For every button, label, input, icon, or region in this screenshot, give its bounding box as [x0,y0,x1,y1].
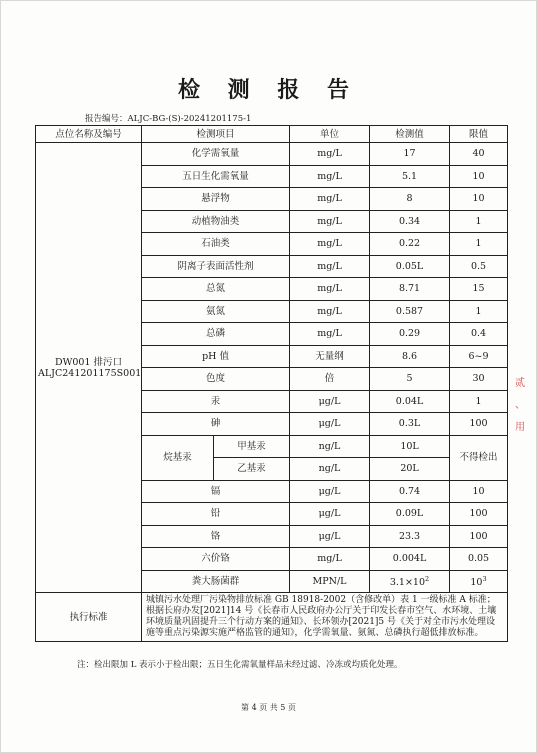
unit-cell: ng/L [290,458,370,481]
unit-cell: μg/L [290,503,370,526]
item-name: 镉 [142,480,290,503]
point-name: DW001 排污口 [54,356,123,368]
seal-char: 贰 [515,378,525,389]
limit-cell: 10 [450,188,508,211]
value-cell: 8.71 [370,278,450,301]
unit-cell: mg/L [290,165,370,188]
unit-cell: mg/L [290,233,370,256]
standard-label: 执行标准 [36,593,142,642]
item-name: pH 值 [142,345,290,368]
unit-cell: 无量纲 [290,345,370,368]
unit-cell: μg/L [290,480,370,503]
limit-cell: 1 [450,210,508,233]
value-cell [370,570,450,593]
header-value: 检测值 [370,126,450,143]
value-cell: 0.05L [370,255,450,278]
item-name: 动植物油类 [142,210,290,233]
limit-cell: 不得检出 [450,435,508,480]
unit-cell: ng/L [290,435,370,458]
limit-exponent: 3 [482,575,487,584]
unit-cell: 倍 [290,368,370,391]
alkyl-group-name: 烷基汞 [142,435,214,480]
limit-cell: 10 [450,165,508,188]
limit-cell: 15 [450,278,508,301]
item-name: 粪大肠菌群 [142,570,290,593]
item-name: 砷 [142,413,290,436]
item-name: 石油类 [142,233,290,256]
seal-char: 用 [515,422,525,433]
item-name: 六价铬 [142,548,290,571]
value-cell: 23.3 [370,525,450,548]
unit-cell: μg/L [290,413,370,436]
limit-base: 10 [470,577,483,589]
unit-cell: mg/L [290,300,370,323]
limit-cell: 0.4 [450,323,508,346]
limit-cell: 0.05 [450,548,508,571]
value-cell: 0.29 [370,323,450,346]
unit-cell: MPN/L [290,570,370,593]
value-cell: 0.587 [370,300,450,323]
value-cell: 0.3L [370,413,450,436]
value-cell: 10L [370,435,450,458]
value-cell: 0.004L [370,548,450,571]
value-cell: 0.74 [370,480,450,503]
unit-cell: mg/L [290,323,370,346]
value-cell: 0.22 [370,233,450,256]
value-base: 3.1×10 [389,577,426,589]
value-cell: 5.1 [370,165,450,188]
unit-cell: μg/L [290,390,370,413]
value-cell: 8 [370,188,450,211]
seal-edge-fragment [507,373,533,473]
unit-cell: mg/L [290,188,370,211]
value-cell: 0.04L [370,390,450,413]
limit-cell: 1 [450,300,508,323]
value-cell: 20L [370,458,450,481]
unit-cell: mg/L [290,143,370,166]
footnote: 注：检出限加 L 表示小于检出限；五日生化需氧量样品未经过滤、冷冻或均质化处理。 [77,660,403,670]
item-name: 色度 [142,368,290,391]
limit-cell: 30 [450,368,508,391]
table-header-row [36,126,508,143]
item-name: 乙基汞 [214,458,290,481]
unit-cell: mg/L [290,278,370,301]
value-cell: 5 [370,368,450,391]
header-unit: 单位 [290,126,370,143]
item-name: 五日生化需氧量 [142,165,290,188]
item-name: 甲基汞 [214,435,290,458]
point-cell [36,143,142,593]
item-name: 总氮 [142,278,290,301]
unit-cell: μg/L [290,525,370,548]
limit-cell: 1 [450,390,508,413]
table-row [36,143,508,166]
point-code: ALJC241201175S001 [38,367,142,379]
item-name: 化学需氧量 [142,143,290,166]
value-exponent: 2 [425,575,430,584]
limit-cell: 0.5 [450,255,508,278]
seal-char: 、 [515,400,525,411]
limit-cell: 100 [450,525,508,548]
report-number: 报告编号：ALJC-BG-(S)-20241201175-1 [85,114,252,124]
limit-cell: 6~9 [450,345,508,368]
page-number: 第 4 页 共 5 页 [241,703,296,712]
header-point: 点位名称及编号 [36,126,142,143]
standard-row [36,593,508,642]
limit-cell: 100 [450,413,508,436]
results-table [35,125,508,642]
item-name: 铬 [142,525,290,548]
header-limit: 限值 [450,126,508,143]
value-cell: 0.34 [370,210,450,233]
limit-cell: 1 [450,233,508,256]
item-name: 氨氮 [142,300,290,323]
header-item: 检测项目 [142,126,290,143]
item-name: 总磷 [142,323,290,346]
limit-cell [450,570,508,593]
item-name: 悬浮物 [142,188,290,211]
report-title: 检 测 报 告 [178,77,359,103]
limit-cell: 10 [450,480,508,503]
unit-cell: mg/L [290,210,370,233]
value-cell: 17 [370,143,450,166]
item-name: 阴离子表面活性剂 [142,255,290,278]
standard-text: 城镇污水处理厂污染物排放标准 GB 18918-2002（含修改单）表 1 一级标准 A 标准；根据长府办发[2021]14 号《长春市人民政府办公厅关于印发长春市空气、水环境、土壤环境质量巩固提升三个行动方案的通知》、长环领办[2021]5 号《关于对全市污水处理设施等重点污染源实施严格监管的通知》，化学需氧量、氨氮、总磷执行超低排放标准。 [142,593,508,642]
value-cell: 8.6 [370,345,450,368]
unit-cell: mg/L [290,255,370,278]
limit-cell: 100 [450,503,508,526]
item-name: 汞 [142,390,290,413]
item-name: 铅 [142,503,290,526]
limit-cell: 40 [450,143,508,166]
unit-cell: mg/L [290,548,370,571]
value-cell: 0.09L [370,503,450,526]
